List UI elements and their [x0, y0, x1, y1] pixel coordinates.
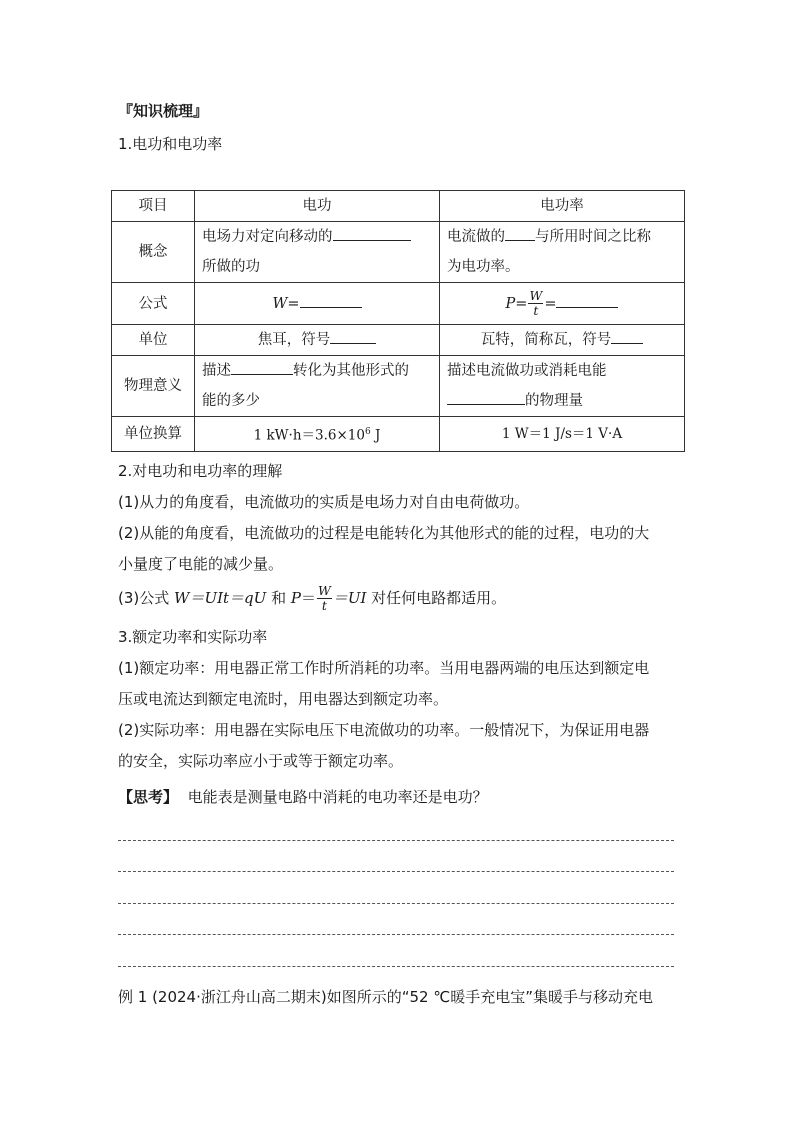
cell-work-meaning [195, 356, 440, 417]
header-power: 电功率 [440, 191, 685, 222]
item3-title: 3.额定功率和实际功率 [118, 628, 268, 646]
power-meaning-text-a: 描述电流做功或消耗电能 [447, 363, 607, 379]
item2-p2-line1: (2)从能的角度看，电流做功的过程是电能转化为其他形式的能的过程，电功的大 [118, 524, 650, 542]
answer-line[interactable] [118, 840, 674, 841]
row-label-formula: 公式 [112, 283, 195, 325]
row-label-meaning: 物理意义 [112, 356, 195, 417]
cell-work-concept [195, 222, 440, 283]
item3-p1-line2: 压或电流达到额定电流时，用电器达到额定功率。 [118, 690, 449, 708]
power-symbol: P [505, 295, 516, 312]
item2-p3 [118, 583, 680, 614]
fraction-numerator: W [317, 583, 331, 598]
work-conversion-exponent: 6 [364, 427, 371, 437]
header-work: 电功 [195, 191, 440, 222]
item2-p3-prefix: (3)公式 [118, 589, 175, 607]
work-meaning-text-b: 转化为其他形式的 [293, 363, 410, 379]
power-symbol: P [290, 589, 301, 607]
power-concept-text-b: 与所用时间之比称 [535, 229, 651, 245]
work-meaning-text-a: 描述 [202, 363, 232, 379]
cell-power-formula [440, 283, 685, 325]
fraction-denominator: t [533, 303, 539, 318]
fill-blank[interactable] [556, 291, 618, 308]
equals-sign: = [544, 295, 557, 312]
table-row-formula [112, 283, 685, 325]
fraction-denominator: t [321, 598, 327, 613]
equals-sign: = [287, 295, 300, 312]
work-unit-text: 焦耳，符号 [257, 332, 331, 348]
cell-work-conversion [195, 417, 440, 452]
table-row-meaning [112, 356, 685, 417]
work-concept-text-a: 电场力对定向移动的 [202, 229, 333, 245]
answer-line[interactable] [118, 934, 674, 935]
power-meaning-text-b: 的物理量 [525, 393, 583, 409]
cell-work-unit [195, 325, 440, 356]
work-conversion-base: 1 kW·h＝3.6×10 [253, 427, 365, 444]
fill-blank[interactable] [330, 327, 376, 344]
equals-sign: ＝ [300, 589, 316, 607]
answer-line[interactable] [118, 871, 674, 872]
table-row-conversion [112, 417, 685, 452]
think-question-text: 电能表是测量电路中消耗的电功率还是电功？ [187, 788, 488, 806]
fill-blank[interactable] [231, 358, 293, 375]
header-item: 项目 [112, 191, 195, 222]
cell-power-concept [440, 222, 685, 283]
item2-p2-line2: 小量度了电能的减少量。 [118, 555, 284, 573]
fill-blank[interactable] [300, 291, 362, 308]
equals-sign: = [515, 295, 528, 312]
cell-power-unit [440, 325, 685, 356]
section-heading: 『知识梳理』 [118, 102, 209, 120]
item3-p2-line2: 的安全，实际功率应小于或等于额定功率。 [118, 752, 404, 770]
work-concept-text-b: 所做的功 [202, 259, 261, 275]
example-1-text: 例 1 (2024·浙江舟山高二期末)如图所示的“52 ℃暖手充电宝”集暖手与移动充电 [118, 988, 653, 1006]
think-label: 【思考】 [118, 788, 179, 806]
item3-p2-line1: (2)实际功率：用电器在实际电压下电流做功的功率。一般情况下，为保证用电器 [118, 721, 650, 739]
table-row-concept [112, 222, 685, 283]
row-label-unit: 单位 [112, 325, 195, 356]
table-header-row [112, 191, 685, 222]
cell-power-conversion: 1 W＝1 J/s＝1 V·A [440, 417, 685, 452]
fraction-w-over-t [528, 289, 543, 318]
power-concept-text-c: 为电功率。 [447, 259, 520, 275]
work-conversion-unit: J [370, 427, 381, 444]
row-label-conversion: 单位换算 [112, 417, 195, 452]
work-power-table [111, 190, 685, 452]
power-unit-text: 瓦特，简称瓦，符号 [480, 332, 612, 348]
formula-ui: ＝UI [332, 589, 367, 607]
table-row-unit [112, 325, 685, 356]
fill-blank[interactable] [333, 224, 411, 241]
fraction-numerator: W [529, 288, 543, 303]
answer-line[interactable] [118, 966, 674, 967]
fraction-w-over-t [317, 584, 332, 613]
item3-p1-line1: (1)额定功率：用电器正常工作时所消耗的功率。当用电器两端的电压达到额定电 [118, 659, 650, 677]
fill-blank[interactable] [505, 224, 535, 241]
work-meaning-text-c: 能的多少 [202, 393, 261, 409]
work-symbol: W [272, 295, 288, 312]
cell-work-formula [195, 283, 440, 325]
item2-p3-and: 和 [266, 589, 291, 607]
fill-blank[interactable] [611, 327, 643, 344]
cell-power-meaning [440, 356, 685, 417]
think-question [118, 786, 488, 807]
row-label-concept: 概念 [112, 222, 195, 283]
answer-line[interactable] [118, 903, 674, 904]
item2-p1: (1)从力的角度看，电流做功的实质是电场力对自由电荷做功。 [118, 493, 530, 511]
power-concept-text-a: 电流做的 [447, 229, 505, 245]
formula-w-uit-qu: W＝UIt＝qU [174, 589, 267, 607]
item2-title: 2.对电功和电功率的理解 [118, 462, 283, 480]
item1-title: 1.电功和电功率 [118, 135, 223, 153]
item2-p3-suffix: 对任何电路都适用。 [366, 589, 507, 607]
fill-blank[interactable] [447, 388, 525, 405]
